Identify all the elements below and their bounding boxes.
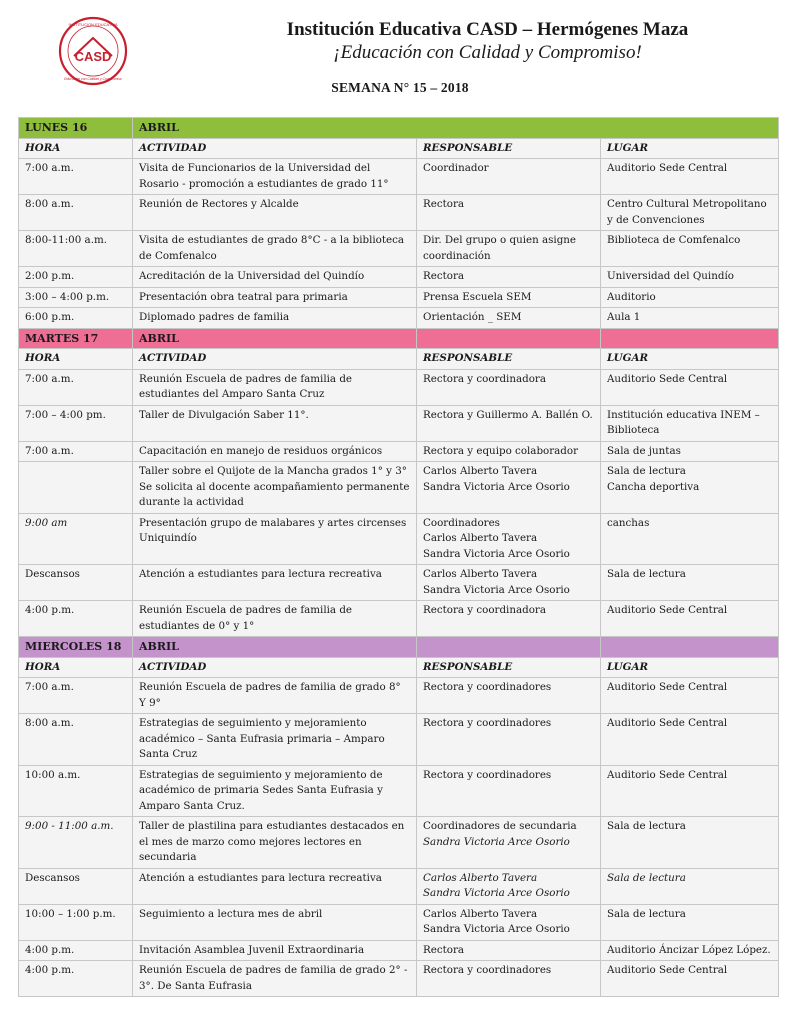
cell-hora bbox=[19, 159, 133, 195]
cell-actividad bbox=[133, 817, 417, 869]
actividad-text: Estrategias de seguimiento y mejoramiento de académico de primaria Sedes Santa Eufrasia y Amparo Santa Cruz. bbox=[139, 768, 383, 812]
cell-actividad bbox=[133, 961, 417, 997]
responsable-text: Rectora bbox=[423, 198, 465, 210]
hora-text: 8:00 a.m. bbox=[25, 717, 74, 729]
responsable-text: Rectora y coordinadores bbox=[423, 768, 552, 781]
lugar-text: Aula 1 bbox=[607, 311, 641, 323]
cell-responsable bbox=[417, 601, 601, 637]
responsable-text: Carlos Alberto Tavera bbox=[423, 907, 538, 920]
cell-actividad bbox=[133, 513, 417, 565]
lugar-text: Centro Cultural Metropolitano y de Convenciones bbox=[607, 198, 767, 226]
cell-actividad bbox=[133, 462, 417, 514]
responsable-text: Rectora y coordinadores bbox=[423, 681, 552, 693]
hora-text: 7:00 a.m. bbox=[25, 162, 74, 174]
table-row bbox=[19, 195, 779, 231]
lugar-text: Auditorio Sede Central bbox=[607, 162, 728, 174]
day-header-empty bbox=[601, 328, 779, 349]
cell-lugar bbox=[601, 405, 779, 441]
cell-lugar bbox=[601, 565, 779, 601]
cell-hora bbox=[19, 940, 133, 961]
responsable-text: Carlos Alberto Tavera bbox=[423, 568, 538, 580]
responsable-text: Coordinadores de secundaria bbox=[423, 820, 577, 832]
table-row bbox=[19, 441, 779, 462]
cell-actividad bbox=[133, 565, 417, 601]
hora-text: 7:00 a.m. bbox=[25, 681, 74, 693]
hora-text: 4:00 p.m. bbox=[25, 964, 75, 976]
cell-lugar bbox=[601, 678, 779, 714]
responsable-text: Sandra Victoria Arce Osorio bbox=[423, 480, 570, 493]
actividad-text: Seguimiento a lectura mes de abril bbox=[139, 907, 323, 920]
column-header-hora: HORA bbox=[19, 657, 133, 678]
cell-lugar bbox=[601, 817, 779, 869]
lugar-text: Auditorio Áncizar López López. bbox=[607, 943, 771, 956]
cell-lugar bbox=[601, 231, 779, 267]
cell-responsable bbox=[417, 267, 601, 288]
cell-responsable bbox=[417, 405, 601, 441]
responsable-text: Carlos Alberto Tavera bbox=[423, 532, 538, 544]
institution-title: Institución Educativa CASD – Hermógenes Maza bbox=[286, 19, 689, 40]
cell-lugar bbox=[601, 441, 779, 462]
cell-responsable bbox=[417, 940, 601, 961]
cell-responsable bbox=[417, 961, 601, 997]
cell-hora bbox=[19, 817, 133, 869]
lugar-text: Auditorio Sede Central bbox=[607, 604, 728, 616]
cell-hora bbox=[19, 441, 133, 462]
day-header-empty bbox=[417, 328, 601, 349]
hora-text: 9:00 - 11:00 a.m. bbox=[25, 820, 114, 832]
column-header-responsable: RESPONSABLE bbox=[417, 349, 601, 370]
day-header-row bbox=[19, 118, 779, 139]
responsable-text: Sandra Victoria Arce Osorio bbox=[423, 923, 570, 935]
responsable-text: Rectora y equipo colaborador bbox=[423, 444, 579, 457]
column-header-actividad: ACTIVIDAD bbox=[133, 657, 417, 678]
responsable-text: Carlos Alberto Tavera bbox=[423, 465, 538, 477]
cell-actividad bbox=[133, 195, 417, 231]
lugar-text: Auditorio Sede Central bbox=[607, 372, 728, 385]
table-row bbox=[19, 369, 779, 405]
weekly-schedule-table bbox=[18, 117, 779, 997]
actividad-text: Diplomado padres de familia bbox=[139, 311, 290, 323]
cell-lugar bbox=[601, 369, 779, 405]
lugar-text: Sala de lectura bbox=[607, 568, 686, 580]
actividad-text: Taller de Divulgación Saber 11°. bbox=[139, 408, 309, 421]
day-label: MARTES 17 bbox=[19, 328, 133, 349]
actividad-text: Atención a estudiantes para lectura recreativa bbox=[139, 871, 382, 884]
cell-lugar bbox=[601, 714, 779, 766]
day-header-empty bbox=[601, 637, 779, 658]
responsable-text: Rectora y coordinadora bbox=[423, 604, 546, 616]
lugar-text: Auditorio bbox=[607, 290, 656, 303]
cell-hora bbox=[19, 868, 133, 904]
actividad-text: Reunión Escuela de padres de familia de grado 8° Y 9° bbox=[139, 681, 401, 709]
hora-text: 7:00 – 4:00 pm. bbox=[25, 408, 106, 421]
responsable-text: Sandra Victoria Arce Osorio bbox=[423, 547, 570, 560]
actividad-text: Reunión de Rectores y Alcalde bbox=[139, 198, 299, 210]
hora-text: 10:00 a.m. bbox=[25, 768, 81, 781]
hora-text: 8:00 a.m. bbox=[25, 198, 74, 210]
cell-responsable bbox=[417, 308, 601, 329]
column-header-responsable: RESPONSABLE bbox=[417, 138, 601, 159]
table-row bbox=[19, 940, 779, 961]
cell-hora bbox=[19, 462, 133, 514]
hora-text: 3:00 – 4:00 p.m. bbox=[25, 290, 110, 303]
table-row bbox=[19, 565, 779, 601]
cell-responsable bbox=[417, 565, 601, 601]
responsable-text: Sandra Victoria Arce Osorio bbox=[423, 835, 570, 848]
actividad-text: Se solicita al docente acompañamiento permanente durante la actividad bbox=[139, 480, 410, 508]
day-header-empty bbox=[417, 637, 601, 658]
responsable-text: Rectora y Guillermo A. Ballén O. bbox=[423, 408, 593, 421]
cell-hora bbox=[19, 565, 133, 601]
cell-actividad bbox=[133, 714, 417, 766]
table-row bbox=[19, 961, 779, 997]
actividad-text: Invitación Asamblea Juvenil Extraordinaria bbox=[139, 943, 365, 956]
cell-lugar bbox=[601, 462, 779, 514]
column-header-actividad: ACTIVIDAD bbox=[133, 138, 417, 159]
cell-responsable bbox=[417, 868, 601, 904]
cell-lugar bbox=[601, 868, 779, 904]
hora-text: Descansos bbox=[25, 871, 80, 884]
cell-hora bbox=[19, 714, 133, 766]
responsable-text: Carlos Alberto Tavera bbox=[423, 871, 538, 884]
table-row bbox=[19, 287, 779, 308]
cell-lugar bbox=[601, 904, 779, 940]
actividad-text: Capacitación en manejo de residuos orgánicos bbox=[139, 444, 383, 457]
logo-ring-top: INSTITUCION EDUCATIVA bbox=[68, 22, 118, 27]
cell-hora bbox=[19, 601, 133, 637]
casd-logo bbox=[58, 16, 128, 86]
cell-responsable bbox=[417, 369, 601, 405]
lugar-text: Universidad del Quindío bbox=[607, 270, 734, 282]
cell-responsable bbox=[417, 287, 601, 308]
hora-text: 8:00-11:00 a.m. bbox=[25, 234, 107, 246]
cell-actividad bbox=[133, 678, 417, 714]
cell-lugar bbox=[601, 940, 779, 961]
logo-text: CASD bbox=[74, 49, 112, 64]
column-header-responsable: RESPONSABLE bbox=[417, 657, 601, 678]
responsable-text: Sandra Victoria Arce Osorio bbox=[423, 887, 570, 899]
week-number: SEMANA N° 15 – 2018 bbox=[331, 80, 469, 95]
cell-actividad bbox=[133, 231, 417, 267]
lugar-text: Auditorio Sede Central bbox=[607, 717, 728, 729]
cell-actividad bbox=[133, 904, 417, 940]
table-row bbox=[19, 462, 779, 514]
cell-responsable bbox=[417, 714, 601, 766]
column-header-row bbox=[19, 138, 779, 159]
responsable-text: Orientación _ SEM bbox=[423, 311, 522, 323]
cell-hora bbox=[19, 231, 133, 267]
cell-responsable bbox=[417, 817, 601, 869]
actividad-text: Reunión Escuela de padres de familia de estudiantes de 0° y 1° bbox=[139, 604, 353, 632]
cell-responsable bbox=[417, 513, 601, 565]
actividad-text: Presentación grupo de malabares y artes circenses Uniquindío bbox=[139, 516, 407, 544]
lugar-text: Sala de lectura bbox=[607, 907, 686, 920]
day-header-row bbox=[19, 637, 779, 658]
lugar-text: Sala de juntas bbox=[607, 444, 681, 457]
cell-hora bbox=[19, 961, 133, 997]
cell-responsable bbox=[417, 159, 601, 195]
table-row bbox=[19, 904, 779, 940]
cell-hora bbox=[19, 513, 133, 565]
lugar-text: Sala de lectura bbox=[607, 465, 686, 477]
column-header-hora: HORA bbox=[19, 138, 133, 159]
responsable-text: Coordinador bbox=[423, 162, 489, 174]
table-row bbox=[19, 765, 779, 817]
actividad-text: Reunión Escuela de padres de familia de estudiantes del Amparo Santa Cruz bbox=[139, 372, 353, 400]
column-header-lugar: LUGAR bbox=[601, 657, 779, 678]
actividad-text: Estrategias de seguimiento y mejoramiento académico – Santa Eufrasia primaria – Amparo Santa Cruz bbox=[139, 717, 385, 760]
actividad-text: Presentación obra teatral para primaria bbox=[139, 290, 348, 303]
cell-responsable bbox=[417, 462, 601, 514]
responsable-text: Rectora y coordinadora bbox=[423, 372, 546, 385]
hora-text: Descansos bbox=[25, 568, 80, 580]
column-header-actividad: ACTIVIDAD bbox=[133, 349, 417, 370]
lugar-text: canchas bbox=[607, 516, 650, 529]
table-row bbox=[19, 817, 779, 869]
hora-text: 6:00 p.m. bbox=[25, 311, 75, 323]
hora-text: 9:00 am bbox=[25, 516, 68, 529]
cell-actividad bbox=[133, 308, 417, 329]
table-row bbox=[19, 868, 779, 904]
lugar-text: Biblioteca de Comfenalco bbox=[607, 234, 741, 246]
cell-responsable bbox=[417, 765, 601, 817]
actividad-text: Taller de plastilina para estudiantes destacados en el mes de marzo como mejores lectores en secundaria bbox=[139, 820, 405, 863]
cell-hora bbox=[19, 195, 133, 231]
hora-text: 2:00 p.m. bbox=[25, 270, 75, 282]
responsable-text: Sandra Victoria Arce Osorio bbox=[423, 583, 570, 596]
actividad-text: Visita de estudiantes de grado 8°C - a la biblioteca de Comfenalco bbox=[139, 234, 405, 262]
lugar-text: Sala de lectura bbox=[607, 820, 686, 832]
cell-hora bbox=[19, 267, 133, 288]
actividad-text: Visita de Funcionarios de la Universidad del Rosario - promoción a estudiantes de grado 11° bbox=[139, 162, 389, 190]
cell-lugar bbox=[601, 267, 779, 288]
logo-ring-bottom: Educación con Calidad y Compromiso bbox=[64, 77, 122, 81]
cell-actividad bbox=[133, 441, 417, 462]
cell-lugar bbox=[601, 961, 779, 997]
cell-hora bbox=[19, 369, 133, 405]
hora-text: 10:00 – 1:00 p.m. bbox=[25, 907, 116, 920]
table-row bbox=[19, 601, 779, 637]
cell-hora bbox=[19, 904, 133, 940]
cell-actividad bbox=[133, 159, 417, 195]
day-label: MIERCOLES 18 bbox=[19, 637, 133, 658]
cell-lugar bbox=[601, 601, 779, 637]
month-label: ABRIL bbox=[133, 328, 417, 349]
table-row bbox=[19, 308, 779, 329]
cell-hora bbox=[19, 287, 133, 308]
cell-responsable bbox=[417, 231, 601, 267]
responsable-text: Rectora y coordinadores bbox=[423, 717, 552, 729]
cell-actividad bbox=[133, 287, 417, 308]
cell-responsable bbox=[417, 678, 601, 714]
column-header-lugar: LUGAR bbox=[601, 138, 779, 159]
cell-lugar bbox=[601, 765, 779, 817]
table-row bbox=[19, 159, 779, 195]
hora-text: 7:00 a.m. bbox=[25, 444, 74, 457]
table-row bbox=[19, 405, 779, 441]
day-header-row bbox=[19, 328, 779, 349]
hora-text: 7:00 a.m. bbox=[25, 372, 74, 385]
table-row bbox=[19, 714, 779, 766]
lugar-text: Cancha deportiva bbox=[607, 480, 700, 493]
cell-responsable bbox=[417, 904, 601, 940]
lugar-text: Institución educativa INEM – Biblioteca bbox=[607, 408, 760, 436]
table-row bbox=[19, 678, 779, 714]
cell-hora bbox=[19, 405, 133, 441]
responsable-text: Rectora bbox=[423, 270, 465, 282]
cell-lugar bbox=[601, 287, 779, 308]
lugar-text: Auditorio Sede Central bbox=[607, 681, 728, 693]
actividad-text: Taller sobre el Quijote de la Mancha grados 1° y 3° bbox=[139, 465, 407, 477]
responsable-text: Rectora y coordinadores bbox=[423, 964, 552, 976]
responsable-text: Rectora bbox=[423, 943, 465, 956]
cell-lugar bbox=[601, 195, 779, 231]
cell-lugar bbox=[601, 308, 779, 329]
table-row bbox=[19, 267, 779, 288]
cell-responsable bbox=[417, 195, 601, 231]
cell-actividad bbox=[133, 369, 417, 405]
lugar-text: Auditorio Sede Central bbox=[607, 964, 728, 976]
actividad-text: Reunión Escuela de padres de familia de grado 2° - 3°. De Santa Eufrasia bbox=[139, 964, 408, 992]
actividad-text: Atención a estudiantes para lectura recreativa bbox=[139, 568, 382, 580]
actividad-text: Acreditación de la Universidad del Quindío bbox=[139, 270, 365, 282]
column-header-row bbox=[19, 657, 779, 678]
column-header-lugar: LUGAR bbox=[601, 349, 779, 370]
responsable-text: Dir. Del grupo o quien asigne coordinación bbox=[423, 234, 577, 262]
lugar-text: Auditorio Sede Central bbox=[607, 768, 728, 781]
cell-actividad bbox=[133, 868, 417, 904]
cell-actividad bbox=[133, 601, 417, 637]
cell-hora bbox=[19, 308, 133, 329]
cell-lugar bbox=[601, 513, 779, 565]
table-row bbox=[19, 231, 779, 267]
day-label: LUNES 16 bbox=[19, 118, 133, 139]
cell-actividad bbox=[133, 765, 417, 817]
hora-text: 4:00 p.m. bbox=[25, 604, 75, 616]
month-label: ABRIL bbox=[133, 118, 779, 139]
responsable-text: Coordinadores bbox=[423, 516, 500, 529]
responsable-text: Prensa Escuela SEM bbox=[423, 290, 532, 303]
cell-actividad bbox=[133, 940, 417, 961]
hora-text: 4:00 p.m. bbox=[25, 943, 75, 956]
month-label: ABRIL bbox=[133, 637, 417, 658]
cell-hora bbox=[19, 678, 133, 714]
schedule-body bbox=[19, 118, 779, 997]
lugar-text: Sala de lectura bbox=[607, 871, 686, 884]
cell-responsable bbox=[417, 441, 601, 462]
cell-actividad bbox=[133, 405, 417, 441]
column-header-row bbox=[19, 349, 779, 370]
institution-motto: ¡Educación con Calidad y Compromiso! bbox=[333, 42, 642, 63]
column-header-hora: HORA bbox=[19, 349, 133, 370]
cell-lugar bbox=[601, 159, 779, 195]
cell-actividad bbox=[133, 267, 417, 288]
cell-hora bbox=[19, 765, 133, 817]
table-row bbox=[19, 513, 779, 565]
